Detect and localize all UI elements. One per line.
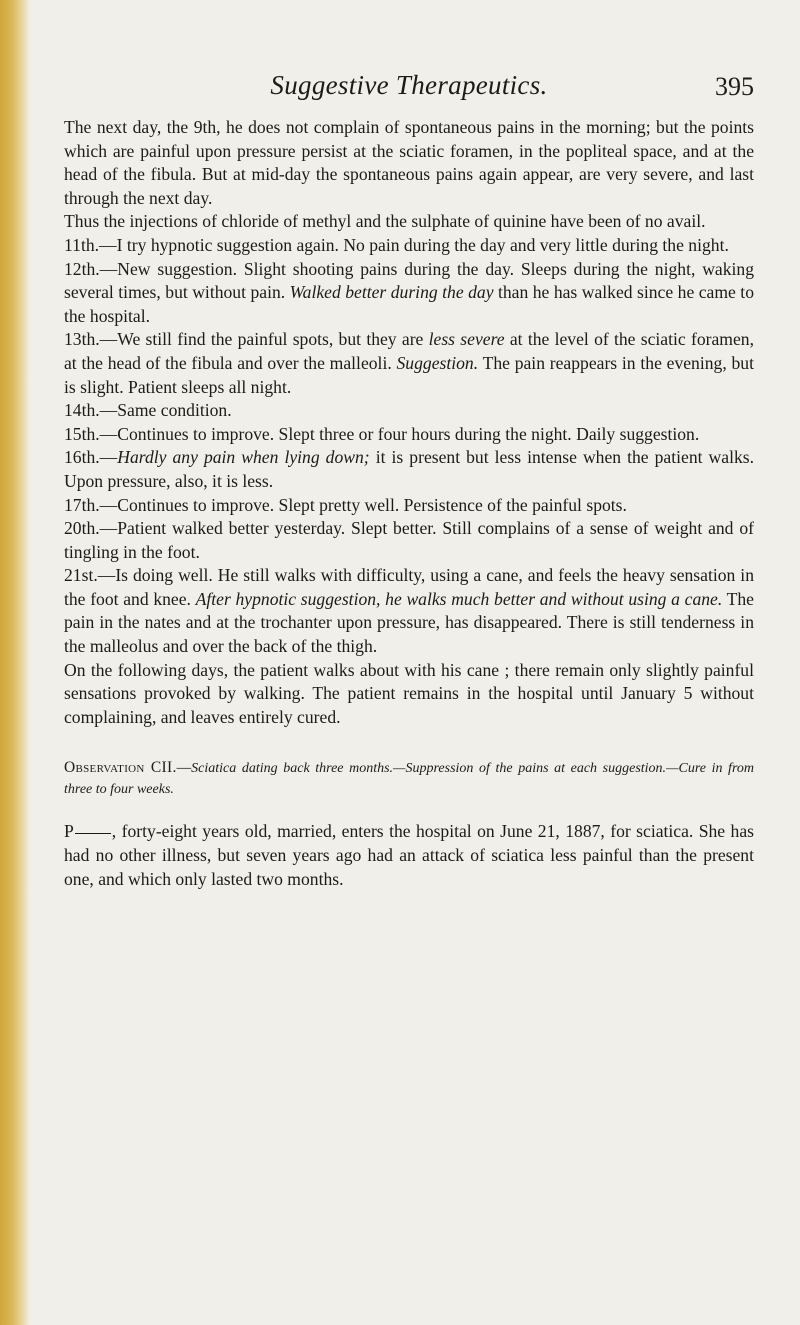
text: at the level of the sciatic foramen, at the head of the fibula and over the malleoli. bbox=[64, 329, 754, 373]
italic-text: less severe bbox=[428, 329, 505, 350]
book-page bbox=[64, 70, 754, 891]
text: 14th.—Same condition. bbox=[64, 400, 232, 421]
text: 16th.— bbox=[64, 447, 118, 468]
observation-heading bbox=[64, 757, 754, 800]
text: than he has walked since he came to the hospital. bbox=[64, 282, 754, 326]
text: 21st.—Is doing well. He still walks with difficulty, using a cane, and feels the heavy sensation in the foot and knee. bbox=[64, 565, 754, 609]
paragraph bbox=[64, 210, 754, 234]
text: The pain in the nates and at the trochanter upon pressure, has disappeared. There is still tenderness in the malleolus and over the back of the thigh. bbox=[64, 588, 754, 657]
text: 20th.—Patient walked better yesterday. Slept better. Still complains of a sense of weight and of tingling in the foot. bbox=[64, 518, 754, 562]
paragraph bbox=[64, 116, 754, 210]
text: it is present but less intense when the patient walks. Upon pressure, also, it is less. bbox=[64, 447, 754, 491]
observation-label: Observation CII. bbox=[64, 759, 177, 777]
paragraph bbox=[64, 234, 754, 258]
text: 11th.—I try hypnotic suggestion again. No pain during the day and very little during the night. bbox=[64, 234, 729, 255]
text: 17th.—Continues to improve. Slept pretty well. Persistence of the painful spots. bbox=[64, 494, 627, 515]
paragraph bbox=[64, 517, 754, 564]
italic-text: Hardly any pain when lying down; bbox=[117, 447, 370, 468]
text: The next day, the 9th, he does not complain of spontaneous pains in the morning; but the points which are painful upon pressure persist at the sciatic foramen, in the popliteal space, and at the head of the fibula. But at mid-day the spontaneous pains again appear, are very severe, and last through the next day. bbox=[64, 117, 754, 208]
text: 15th.—Continues to improve. Slept three or four hours during the night. Daily suggestion. bbox=[64, 423, 700, 444]
italic-text: Walked better during the day bbox=[289, 282, 494, 303]
name-dash bbox=[75, 833, 111, 834]
italic-text: After hypnotic suggestion, he walks much better and without using a cane. bbox=[195, 588, 723, 609]
paragraph bbox=[64, 446, 754, 493]
paragraph bbox=[64, 258, 754, 329]
book-binding-edge bbox=[0, 0, 30, 1325]
running-title: Suggestive Therapeutics. bbox=[270, 70, 548, 100]
text: 12th.—New suggestion. Slight shooting pains during the day. Sleeps during the night, waking several times, but without pain. bbox=[64, 258, 754, 303]
text: The pain reappears in the evening, but is slight. Patient sleeps all night. bbox=[64, 352, 754, 397]
paragraph bbox=[64, 564, 754, 658]
observation-dash: — bbox=[176, 760, 192, 777]
text: Thus the injections of chloride of methyl and the sulphate of quinine have been of no avail. bbox=[64, 211, 706, 232]
case-initial: P bbox=[64, 821, 74, 842]
paragraph bbox=[64, 399, 754, 423]
paragraph bbox=[64, 328, 754, 399]
text: 13th.—We still find the painful spots, but they are bbox=[64, 329, 429, 350]
case-paragraph bbox=[64, 820, 754, 891]
text: , forty-eight years old, married, enters the hospital on June 21, 1887, for sciatica. She has had no other illness, but seven years ago had an attack of sciatica less painful than the present one, and which only lasted two months. bbox=[64, 821, 754, 889]
paragraph bbox=[64, 423, 754, 447]
page-header bbox=[64, 70, 754, 110]
body-text bbox=[64, 116, 754, 729]
paragraph bbox=[64, 659, 754, 730]
observation-title: Sciatica dating back three months.—Suppression of the pains at each suggestion.—Cure in from three to four weeks. bbox=[64, 761, 754, 798]
text: On the following days, the patient walks about with his cane ; there remain only slightly painful sensations provoked by walking. The patient remains in the hospital until January 5 without complaining, and leaves entirely cured. bbox=[64, 659, 754, 727]
paragraph bbox=[64, 820, 754, 891]
paragraph bbox=[64, 494, 754, 518]
italic-text: Suggestion. bbox=[396, 352, 479, 373]
page-number: 395 bbox=[715, 72, 754, 101]
